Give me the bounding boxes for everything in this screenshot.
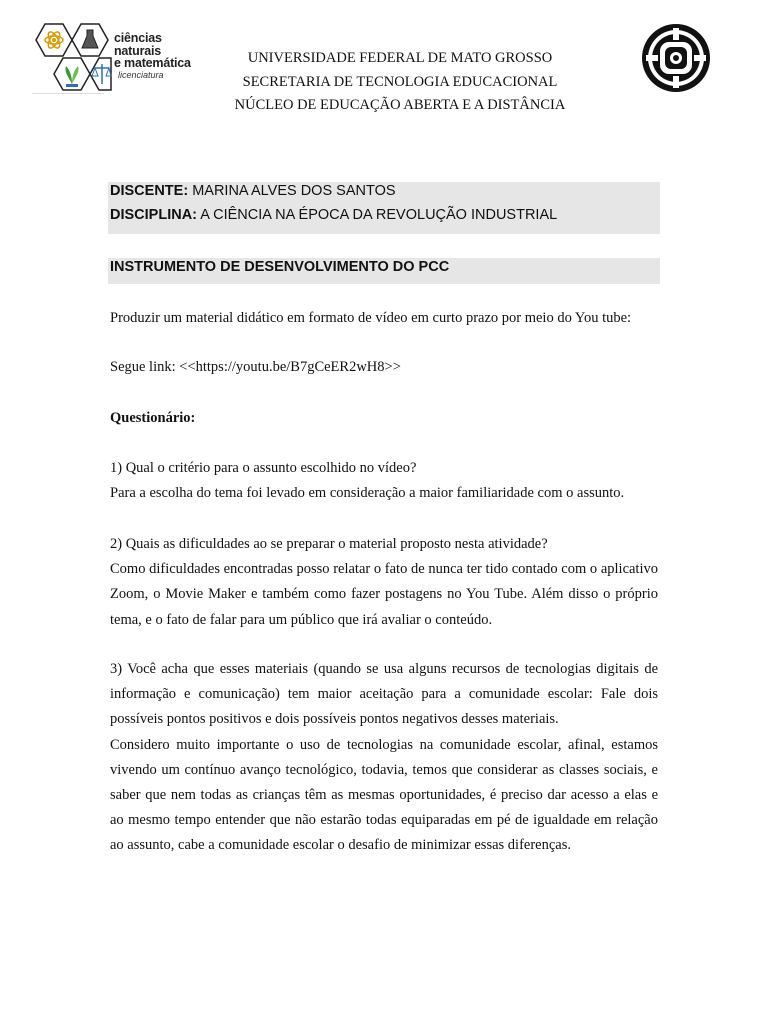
course-logo-text [114,32,197,80]
logo-line-3: licenciatura [118,69,164,80]
scales-icon [92,64,111,84]
question-2: 2) Quais as dificuldades ao se preparar o material proposto nesta atividade? [110,536,548,552]
atom-icon [45,30,63,50]
logo-line-2: e matemática [114,56,191,70]
institution-emblem-icon [640,22,712,94]
plant-icon [65,66,78,87]
flask-icon [82,30,98,48]
questionnaire-heading: Questionário: [110,410,196,426]
document-header [200,47,600,118]
nucleus-name: NÚCLEO DE EDUCAÇÃO ABERTA E A DISTÂNCIA [234,97,566,113]
answer-2: Como dificuldades encontradas posso relatar o fato de nunca ter tido contado com o aplicativo Zoom, o Movie Maker e também como fazer postagens no You Tube. Além disso o próprio tema, e o fato de falar para um público que irá avaliar o conteúdo. [110,561,658,628]
answer-3: Considero muito importante o uso de tecnologias na comunidade escolar, afinal, estamos vivendo um contínuo avanço tecnológico, todavia, temos que considerar as classes sociais, e saber que nem todas as crianças têm as mesmas oportunidades, é preciso dar acesso a elas e ao mesmo tempo entender que não estarão todas equiparadas em pé de igualdade em relação ao assunto, cabe a comunidade escolar o desafio de minimizar essas diferenças. [110,736,658,854]
logo-divider [32,93,104,94]
discipline-label: DISCIPLINA: [110,207,197,223]
discipline-name: A CIÊNCIA NA ÉPOCA DA REVOLUÇÃO INDUSTRIAL [200,207,558,223]
section-title-box [108,258,660,284]
question-block-2 [110,532,658,633]
student-name: MARINA ALVES DOS SANTOS [192,183,396,199]
video-link: Segue link: <<https://youtu.be/B7gCeER2wH8>> [110,359,401,375]
secretariat-name: SECRETARIA DE TECNOLOGIA EDUCACIONAL [242,73,558,90]
question-3: 3) Você acha que esses materiais (quando se usa alguns recursos de tecnologias digitais de informação e comunicação) tem maior aceitação para a comunidade escolar: Fale dois possíveis pontos positivos e dois possíveis pontos negativos desses materiais. [110,661,658,728]
university-name: UNIVERSIDADE FEDERAL DE MATO GROSSO [247,50,553,66]
logo-line-1: ciências naturais [114,31,162,58]
question-1: 1) Qual o critério para o assunto escolhido no vídeo? [110,460,417,476]
answer-1: Para a escolha do tema foi levado em consideração a maior familiaridade com o assunto. [110,485,625,502]
question-block-1 [110,456,658,506]
student-label: DISCENTE: [110,183,189,199]
intro-text: Produzir um material didático em formato de vídeo em curto prazo por meio do You tube: [110,310,632,326]
course-logo [32,22,197,94]
hexagon-cluster-icon [32,22,112,94]
student-info-box [108,182,660,234]
discipline-row [110,207,557,223]
student-row [110,183,396,199]
question-block-3 [110,657,658,859]
section-title: INSTRUMENTO DE DESENVOLVIMENTO DO PCC [110,259,450,275]
